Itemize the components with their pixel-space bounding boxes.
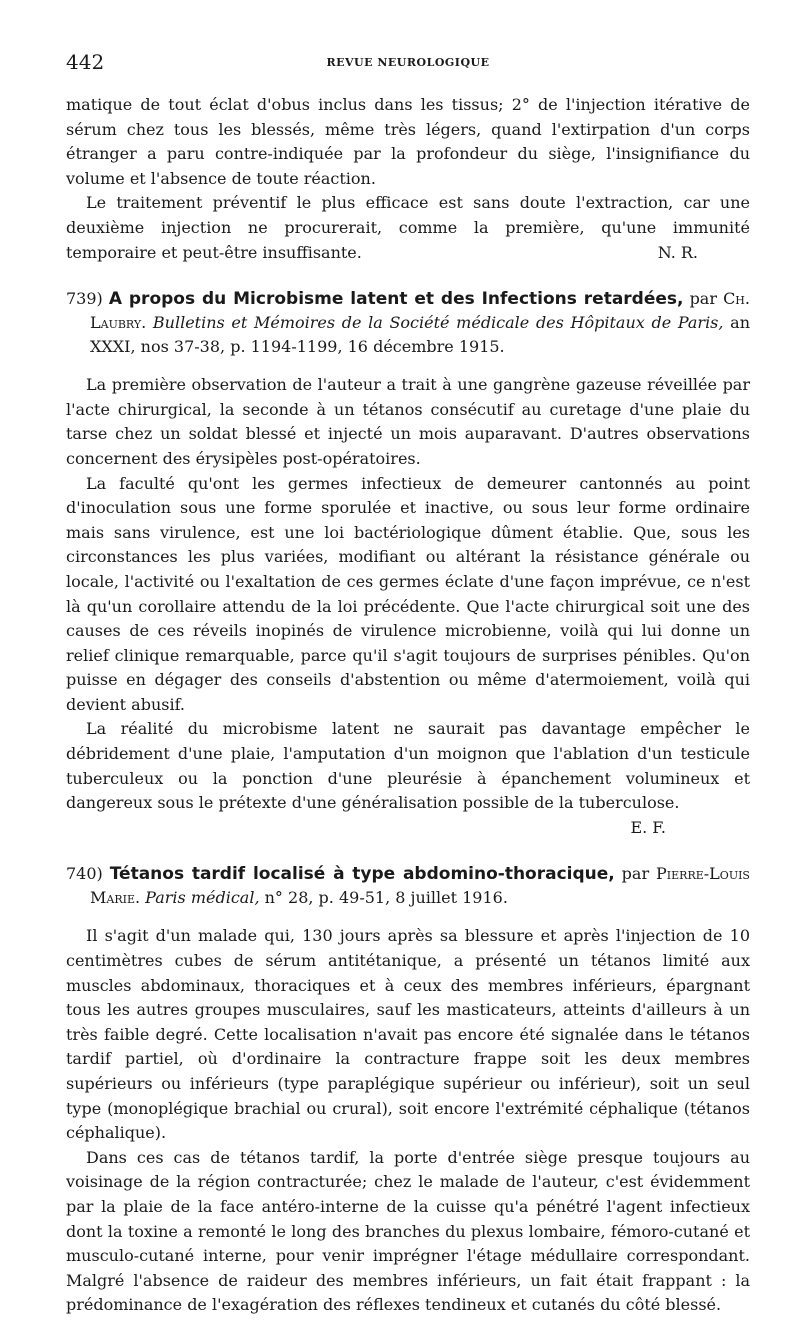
entry-paragraph: La faculté qu'ont les germes infectieux de demeurer cantonnés au point d'inoculation sous une forme sporulée et inactive, ou sous leur forme ordinaire mais sans virulence, est une loi bactériologique dûment établie. Que, sous les circonstances les plus variées, modifiant ou altérant la résistance générale ou locale, l'activité ou l'exaltation de ces germes éclate d'une façon imprévue, ce n'est là qu'un corollaire attendu de la loi précédente. Que l'acte chirurgical soit une des causes de ces réveils inopinés de virulence microbienne, voilà qui lui donne un relief clinique remarquable, parce qu'il s'agit toujours de surprises pénibles. Qu'on puisse en dégager des conseils d'abstention ou même d'atermoiement, voilà qui devient abusif.	[66, 473, 750, 714]
entry-title: A propos du Microbisme latent et des Infections retardées,	[108, 289, 684, 310]
signature: N. R.	[657, 242, 698, 262]
entry-paragraph: La réalité du microbisme latent ne saurait pas davantage empêcher le débridement d'une plaie, l'amputation d'un moignon que l'ablation d'un testicule tuberculeux ou la ponction d'une pleurésie à épanchement volumineux et dangereux sous le prétexte d'une généralisation possible de la tuberculose.	[66, 719, 750, 813]
entry-details: an XXXI, nos 37-38, p. 1194-1199, 16 décembre 1915.	[90, 313, 751, 357]
entry-paragraph: Dans ces cas de tétanos tardif, la porte d'entrée siège presque toujours au voisinage de la région contracturée; chez le malade de l'auteur, c'est évidemment par la plaie de la face antéro-interne de la cuisse qu'a pénétré l'agent infectieux dont la toxine a remonté le long des branches du plexus lombaire, fémoro-cutané et musculo-cutané interne, pour venir imprégner l'étage médullaire correspondant. Malgré l'absence de raideur des membres inférieurs, un fait était frappant : la prédominance de l'exagération des réflexes tendineux et cutanés du côté blessé.	[66, 1147, 750, 1315]
entry-journal: Bulletins et Mémoires de la Société médicale des Hôpitaux de Paris,	[152, 313, 724, 333]
entry-number: 739)	[66, 289, 103, 309]
entry-body	[66, 373, 750, 840]
abstract-entry-739	[66, 287, 750, 840]
entry-paragraph: La première observation de l'auteur a trait à une gangrène gazeuse réveillée par l'acte chirurgical, la seconde à un tétanos consécutif au curetage d'une plaie du tarse chez un soldat blessé et injecté un mois auparavant. D'autres observations concernent des érysipèles post-opératoires.	[66, 375, 750, 468]
signature: E. F.	[630, 817, 666, 837]
page-number: 442	[66, 50, 105, 74]
entry-by: par	[621, 864, 650, 884]
entry-journal: Paris médical,	[145, 888, 260, 908]
entry-by: par	[689, 289, 717, 309]
entry-title: Tétanos tardif localisé à type abdomino-thoracique,	[109, 864, 615, 885]
continuation-paragraph: Le traitement préventif le plus efficace est sans doute l'extraction, car une deuxième injection ne procurerait, comme la première, qu'une immunité temporaire et peut-être insuffisante.	[66, 193, 750, 262]
entry-number: 740)	[66, 864, 103, 884]
entry-details: n° 28, p. 49-51, 8 juillet 1916.	[264, 888, 508, 908]
journal-title: REVUE NEUROLOGIQUE	[326, 56, 490, 69]
continuation-paragraph: matique de tout éclat d'obus inclus dans les tissus; 2° de l'injection itérative de sérum chez tous les blessés, même très légers, quand l'extirpation d'un corps étranger a paru contre-indiquée par la profondeur du siège, l'insignifiance du volume et l'absence de toute réaction.	[66, 95, 750, 188]
abstract-entry-740	[66, 862, 750, 1318]
entry-heading	[66, 287, 750, 359]
entry-paragraph: Il s'agit d'un malade qui, 130 jours après sa blessure et après l'injection de 10 centimètres cubes de sérum antitétanique, a présenté un tétanos limité aux muscles abdominaux, thoraciques et à ceux des membres inférieurs, épargnant tous les autres groupes musculaires, sauf les masticateurs, atteints d'ailleurs à un très faible degré. Cette localisation n'avait pas encore été signalée dans le tétanos tardif partiel, où d'ordinaire la contracture frappe soit les deux membres supérieurs ou inférieurs (type paraplégique supérieur ou inférieur), soit un seul type (monoplégique brachial ou crural), soit encore l'extrémité céphalique (tétanos céphalique).	[66, 926, 750, 1143]
running-header	[66, 50, 750, 74]
page-body	[66, 93, 750, 1318]
entry-body	[66, 924, 750, 1318]
entry-heading	[66, 862, 750, 910]
entry-author: Pierre-Louis Marie.	[90, 864, 750, 908]
entry-author: Ch. Laubry.	[90, 289, 750, 333]
